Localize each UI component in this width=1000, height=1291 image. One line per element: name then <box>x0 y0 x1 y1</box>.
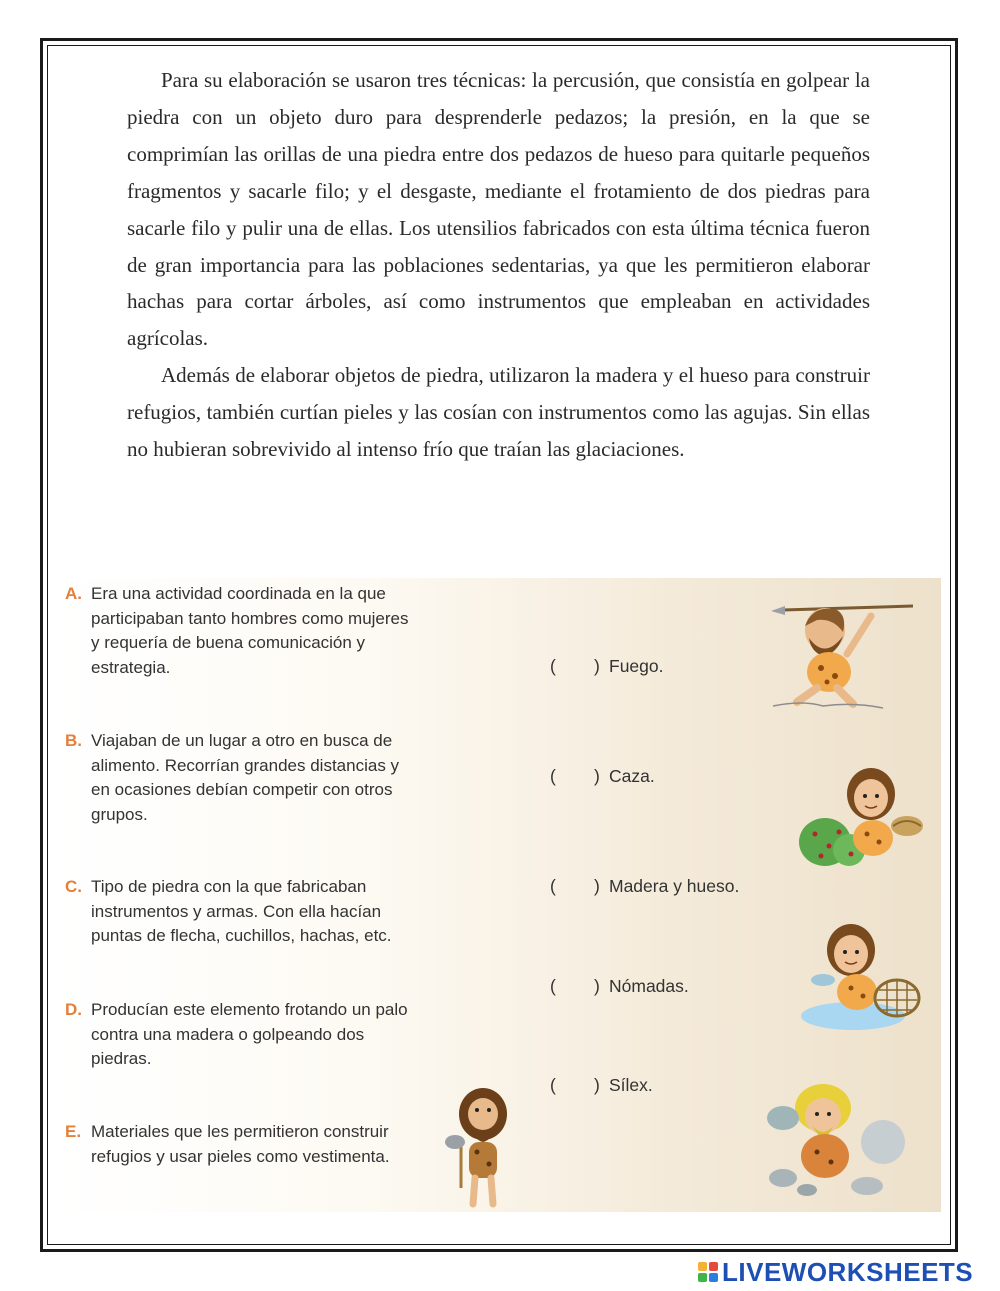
caveman-hunter-illustration <box>763 590 919 714</box>
reading-paragraph: Además de elaborar objetos de piedra, utilizaron la madera y el hueso para construir refugios, también curtían pieles y las cosían con instrumentos como las agujas. Sin ellas no hubieran sobrevivido al intenso frío que traían las glaciaciones. <box>127 363 870 462</box>
answer-label: Fuego. <box>609 656 664 676</box>
statement-b <box>65 729 421 827</box>
answer-paren-open: ( <box>550 656 556 676</box>
statement-letter: D. <box>65 1000 82 1019</box>
statement-text: Tipo de piedra con la que fabricaban instrumentos y armas. Con ella hacían puntas de flecha, cuchillos, hachas, etc. <box>91 877 392 945</box>
statement-text: Producían este elemento frotando un palo contra una madera o golpeando dos piedras. <box>91 1000 408 1068</box>
liveworksheets-logo <box>698 1256 974 1287</box>
brand-name: LIVEWORKSHEETS <box>722 1256 974 1287</box>
statement-a <box>65 582 421 680</box>
answer-label: Caza. <box>609 766 655 786</box>
statement-text: Viajaban de un lugar a otro en busca de alimento. Recorrían grandes distancias y en ocasiones debían competir con otros grupos. <box>91 731 400 824</box>
logo-icon <box>698 1262 718 1282</box>
answer-paren-open: ( <box>550 976 556 996</box>
reading-text <box>127 62 870 468</box>
caveman-stones-illustration <box>733 1082 921 1202</box>
answer-label: Madera y hueso. <box>609 876 740 896</box>
answer-paren-open: ( <box>550 1075 556 1095</box>
caveman-toolmaker-illustration <box>441 1084 521 1212</box>
statement-text: Materiales que les permitieron construir refugios y usar pieles como vestimenta. <box>91 1122 390 1166</box>
statement-d <box>65 998 421 1072</box>
statement-letter: C. <box>65 877 82 896</box>
statement-letter: B. <box>65 731 82 750</box>
answer-paren-close: ) <box>594 766 600 786</box>
answer-paren-open: ( <box>550 766 556 786</box>
answer-paren-close: ) <box>594 876 600 896</box>
statement-e <box>65 1120 421 1169</box>
caveman-fisher-illustration <box>801 920 925 1030</box>
statement-letter: E. <box>65 1122 82 1141</box>
answer-label: Nómadas. <box>609 976 689 996</box>
answer-label: Sílex. <box>609 1075 653 1095</box>
matching-activity <box>57 578 941 1212</box>
answer-paren-close: ) <box>594 1075 600 1095</box>
answer-paren-close: ) <box>594 976 600 996</box>
answer-paren-open: ( <box>550 876 556 896</box>
statement-c <box>65 875 421 949</box>
reading-paragraph: Para su elaboración se usaron tres técnicas: la percusión, que consistía en golpear la piedra con un objeto duro para desprenderle pedazos; la presión, en la que se comprimían las orillas de una piedra entre dos pedazos de hueso para quitarle pequeños fragmentos y sacarle filo; y el desgaste, mediante el frotamiento de dos piedras para sacarle filo y pulir una de ellas. Los utensilios fabricados con esta última técnica fueron de gran importancia para las poblaciones sedentarias, ya que les permitieron elaborar hachas para cortar árboles, así como instrumentos que empleaban en actividades agrícolas. <box>127 68 870 351</box>
statement-text: Era una actividad coordinada en la que participaban tanto hombres como mujeres y requería de buena comunicación y estrategia. <box>91 584 409 677</box>
caveman-gatherer-illustration <box>799 760 925 870</box>
answer-paren-close: ) <box>594 656 600 676</box>
statement-letter: A. <box>65 584 82 603</box>
